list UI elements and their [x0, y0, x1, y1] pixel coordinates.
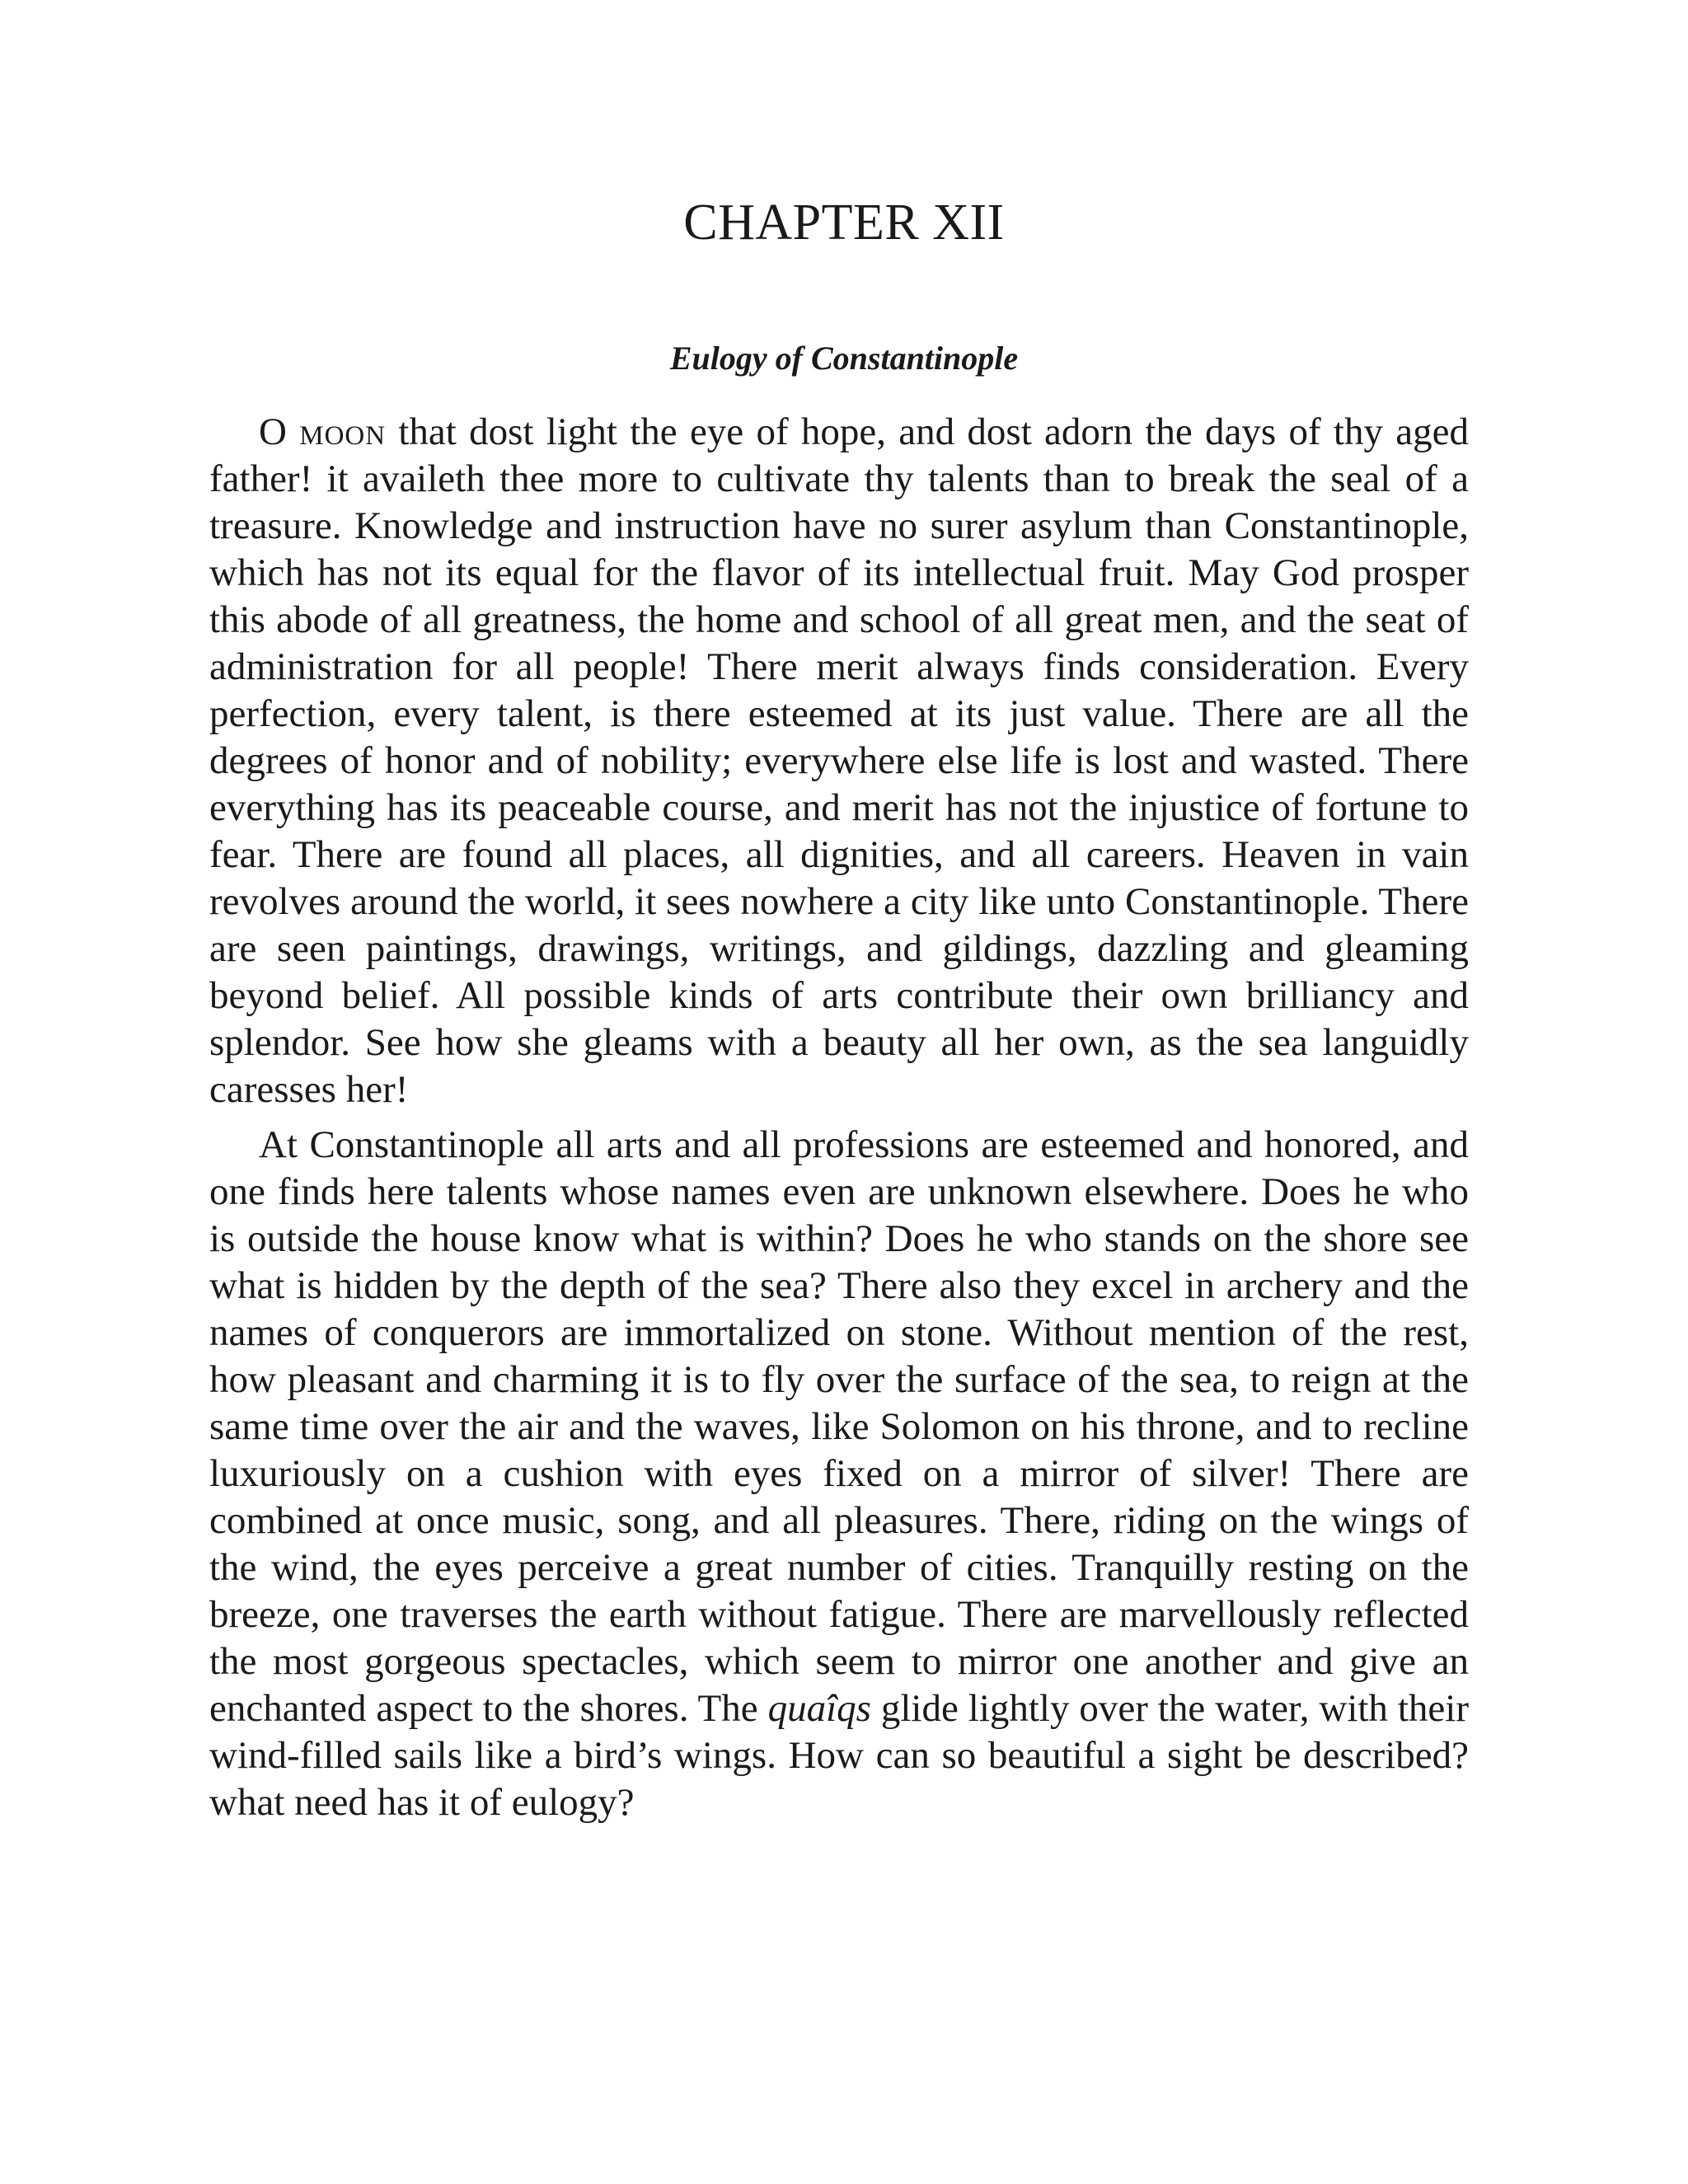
paragraph-1-lead-letter: O: [259, 410, 287, 453]
paragraph-1-text: that dost light the eye of hope, and dost adorn the days of thy aged father! it availeth thee more to cultivate thy talents than to break the seal of a treasure. Knowledge and instruction have no surer asylum than Constantinople, which has not its equal for the flavor of its intellectual fruit. May God prosper this abode of all greatness, the home and school of all great men, and the seat of administration for all people! There merit always finds consideration. Every perfection, every talent, is there esteemed at its just value. There are all the degrees of honor and of nobility; everywhere else life is lost and wasted. There everything has its peaceable course, and merit has not the injustice of fortune to fear. There are found all places, all dignities, and all careers. Heaven in vain revolves around the world, it sees nowhere a city like unto Constantinople. There are seen paintings, drawings, writings, and gildings, dazzling and gleaming beyond belief. All possible kinds of arts contribute their own brilliancy and splendor. See how she gleams with a beauty all her own, as the sea languidly caresses her!: [209, 410, 1469, 1111]
body-text: [209, 409, 1469, 1835]
paragraph-1-lead-smallcaps: moon: [299, 410, 387, 453]
paragraph-2-text-before: At Constantinople all arts and all professions are esteemed and honored, and one finds here talents whose names even are unknown elsewhere. Does he who is outside the house know what is within? Does he who stands on the shore see what is hidden by the depth of the sea? There also they excel in archery and the names of conquerors are immortalized on stone. Without mention of the rest, how pleasant and charming it is to fly over the surface of the sea, to reign at the same time over the air and the waves, like Solomon on his throne, and to recline luxuriously on a cushion with eyes fixed on a mirror of silver! There are combined at once music, song, and all pleasures. There, riding on the wings of the wind, the eyes perceive a great number of cities. Tranquilly resting on the breeze, one traverses the earth without fatigue. There are marvellously reflected the most gorgeous spectacles, which seem to mirror one another and give an enchanted aspect to the shores. The: [209, 1123, 1469, 1730]
paragraph-1: [209, 409, 1469, 1113]
chapter-title: CHAPTER XII: [683, 194, 1005, 251]
paragraph-2-text-after: glide lightly over the water, with their wind-filled sails like a bird’s wings. How can so beautiful a sight be described? what need has it of eulogy?: [209, 1687, 1469, 1824]
chapter-subtitle: Eulogy of Constantinople: [669, 340, 1019, 377]
paragraph-2: [209, 1122, 1469, 1826]
paragraph-2-italic-term: quaîqs: [767, 1687, 871, 1730]
